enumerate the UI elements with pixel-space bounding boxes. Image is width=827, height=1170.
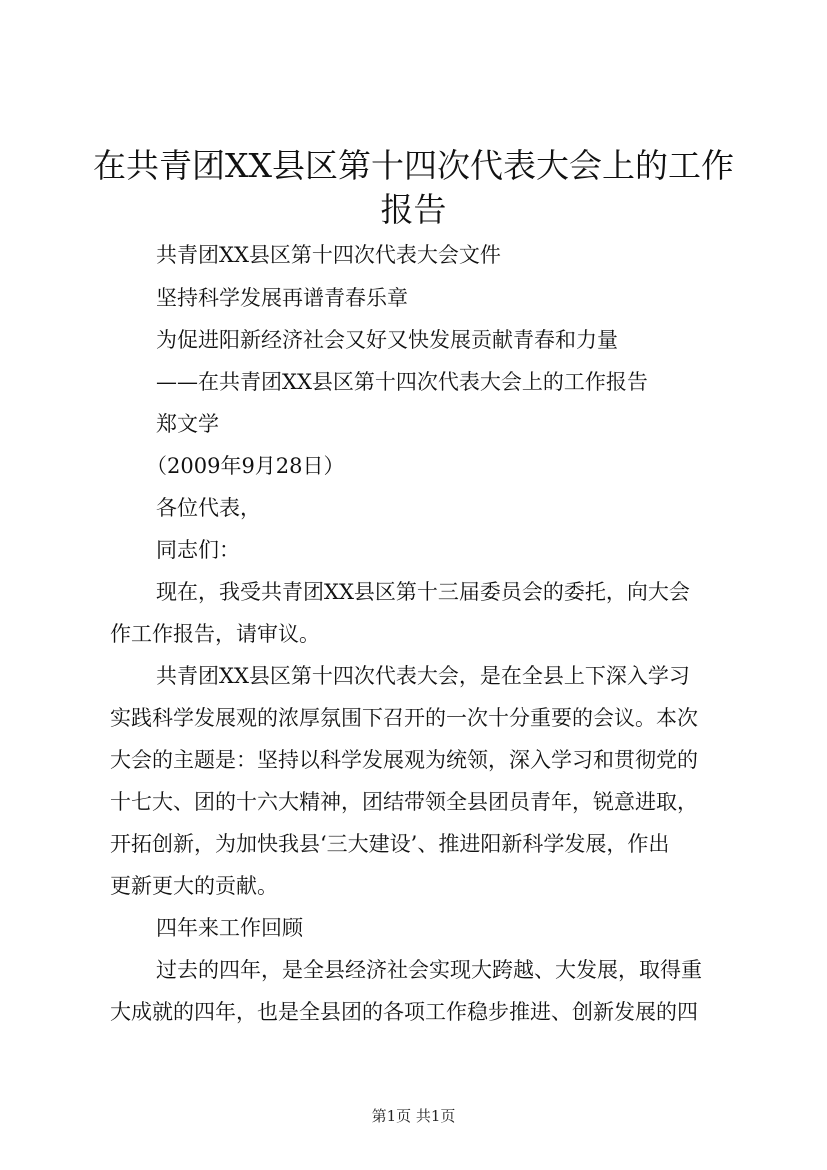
paragraph-3-line-2: 大成就的四年，也是全县团的各项工作稳步推进、创新发展的四 [110,1000,698,1024]
section-heading: 四年来工作回顾 [156,916,303,940]
paragraph-2-line-5: 开拓创新，为加快我县‘三大建设’、推进阳新科学发展，作出 [110,832,670,856]
header-line-slogan: 坚持科学发展再谱青春乐章 [156,286,408,310]
salutation-delegates: 各位代表， [156,496,261,520]
paragraph-2-line-6: 更新更大的贡献。 [110,874,278,898]
header-line-file: 共青团XX县区第十四次代表大会文件 [156,243,501,267]
page-number-footer: 第1页 共1页 [371,1107,456,1125]
salutation-comrades: 同志们： [156,538,240,562]
paragraph-1-line-1: 现在，我受共青团XX县区第十三届委员会的委托，向大会 [156,580,690,604]
header-line-report-title: ——在共青团XX县区第十四次代表大会上的工作报告 [156,370,648,394]
paragraph-2-line-4: 十七大、团的十六大精神，团结带领全县团员青年，锐意进取， [110,790,698,814]
paragraph-1-line-2: 作工作报告，请审议。 [110,622,320,646]
report-date: （2009年9月28日） [146,454,345,478]
paragraph-2-line-2: 实践科学发展观的浓厚氛围下召开的一次十分重要的会议。本次 [110,706,698,730]
author-name: 郑文学 [156,412,219,436]
paragraph-3-line-1: 过去的四年，是全县经济社会实现大跨越、大发展，取得重 [156,958,702,982]
paragraph-2-line-3: 大会的主题是：坚持以科学发展观为统领，深入学习和贯彻党的 [110,748,698,772]
document-title-line-1: 在共青团XX县区第十四次代表大会上的工作 [93,146,734,185]
header-line-subtitle: 为促进阳新经济社会又好又快发展贡献青春和力量 [156,328,618,352]
document-title-line-2: 报告 [380,190,447,229]
paragraph-2-line-1: 共青团XX县区第十四次代表大会，是在全县上下深入学习 [156,664,690,688]
